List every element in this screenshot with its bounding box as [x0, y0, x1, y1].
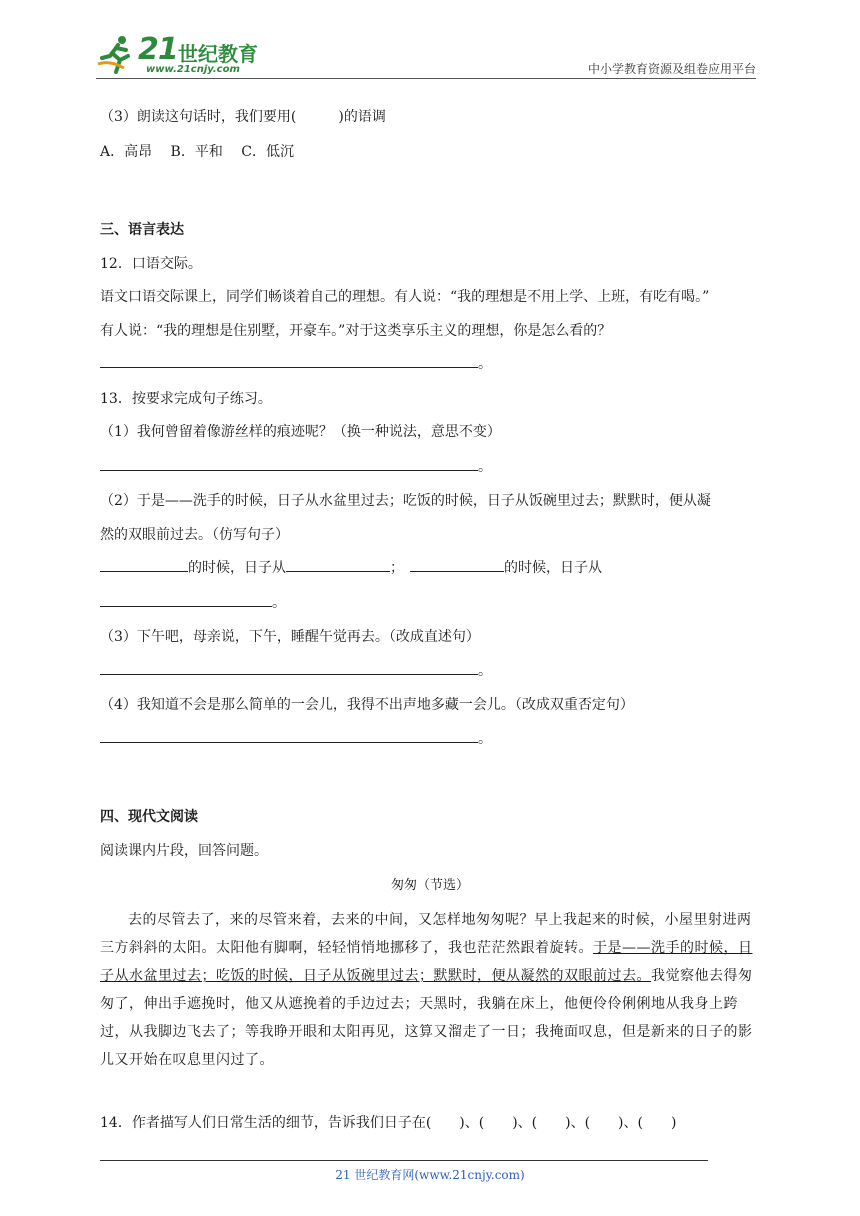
answer-blank[interactable]	[100, 660, 478, 675]
footer-divider	[100, 1160, 708, 1161]
logo-number: 21	[138, 32, 178, 67]
runner-icon	[96, 34, 138, 76]
q12-line1: 语文口语交际课上，同学们畅谈着自己的理想。有人说：“我的理想是不用上学、上班，有吃有喝。”	[100, 289, 710, 305]
q13-4-answer-line: 。	[100, 728, 492, 748]
q13-4: （4）我知道不会是那么简单的一会儿，我得不出声地多藏一会儿。（改成双重否定句）	[100, 697, 634, 713]
q12-line2: 有人说：“我的理想是住别墅，开豪车。”对于这类享乐主义的理想，你是怎么看的？	[100, 323, 612, 339]
answer-blank[interactable]	[100, 728, 478, 743]
q13-2-line1: （2）于是——洗手的时候，日子从水盆里过去；吃饭的时候，日子从饭碗里过去；默默时，便从凝	[100, 493, 711, 509]
q13-3: （3）下午吧，母亲说，下午，睡醒午觉再去。（改成直述句）	[100, 629, 480, 645]
header-divider	[96, 78, 756, 79]
q12-title: 12．口语交际。	[100, 256, 202, 272]
section4-title: 四、现代文阅读	[100, 809, 198, 825]
header-platform-text: 中小学教育资源及组卷应用平台	[587, 62, 756, 76]
footer-text: 21 世纪教育网(www.21cnjy.com)	[335, 1168, 525, 1182]
q11-3-options: A．高昂 B．平和 C．低沉	[100, 144, 295, 160]
q13-title: 13．按要求完成句子练习。	[100, 391, 272, 407]
q13-2-fill-line2: 。	[100, 592, 286, 612]
underlined-sentence: 于是——洗手的时候，日子从水盆里过去；吃饭的时候，日子从饭碗里过去；默默时，便从凝然的双眼前过去。	[100, 940, 753, 984]
answer-blank[interactable]	[100, 353, 478, 368]
section4-intro: 阅读课内片段，回答问题。	[100, 843, 268, 859]
q13-2-fill-line: 的时候，日子从 ； 的时候，日子从	[100, 557, 602, 577]
answer-blank[interactable]	[100, 557, 188, 572]
q13-1: （1）我何曾留着像游丝样的痕迹呢？（换一种说法，意思不变）	[100, 424, 501, 440]
answer-blank[interactable]	[100, 592, 272, 607]
q14-stem: 14．作者描写人们日常生活的细节，告诉我们日子在( )、( )、( )、( )、( )	[100, 1115, 677, 1131]
q13-3-answer-line: 。	[100, 660, 492, 680]
q12-answer-line: 。	[100, 353, 492, 373]
answer-blank[interactable]	[100, 456, 478, 471]
q13-1-answer-line: 。	[100, 456, 492, 476]
logo-text: 世纪教育	[178, 42, 258, 66]
answer-blank[interactable]	[410, 557, 504, 572]
logo-url: www.21cnjy.com	[146, 64, 240, 75]
site-logo	[96, 30, 266, 82]
passage-body: 去的尽管去了，来的尽管来着，去来的中间，又怎样地匆匆呢？早上我起来的时候，小屋里射进两三方斜斜的太阳。太阳他有脚啊，轻轻悄悄地挪移了，我也茫茫然跟着旋转。于是——洗手的时候，日子从水盆里过去；吃饭的时候，日子从饭碗里过去；默默时，便从凝然的双眼前过去。我觉察他去得匆匆了，伸出手遮挽时，他又从遮挽着的手边过去；天黑时，我躺在床上，他便伶伶俐俐地从我身上跨过，从我脚边飞去了；等我睁开眼和太阳再见，这算又溜走了一日；我掩面叹息，但是新来的日子的影儿又开始在叹息里闪过了。	[100, 912, 753, 1068]
answer-blank[interactable]	[286, 557, 390, 572]
q13-2-line2: 然的双眼前过去。（仿写句子）	[100, 527, 289, 543]
section3-title: 三、语言表达	[100, 222, 184, 238]
q11-3-stem: （3）朗读这句话时，我们要用( )的语调	[100, 109, 386, 125]
passage-title: 匆匆（节选）	[390, 878, 469, 893]
